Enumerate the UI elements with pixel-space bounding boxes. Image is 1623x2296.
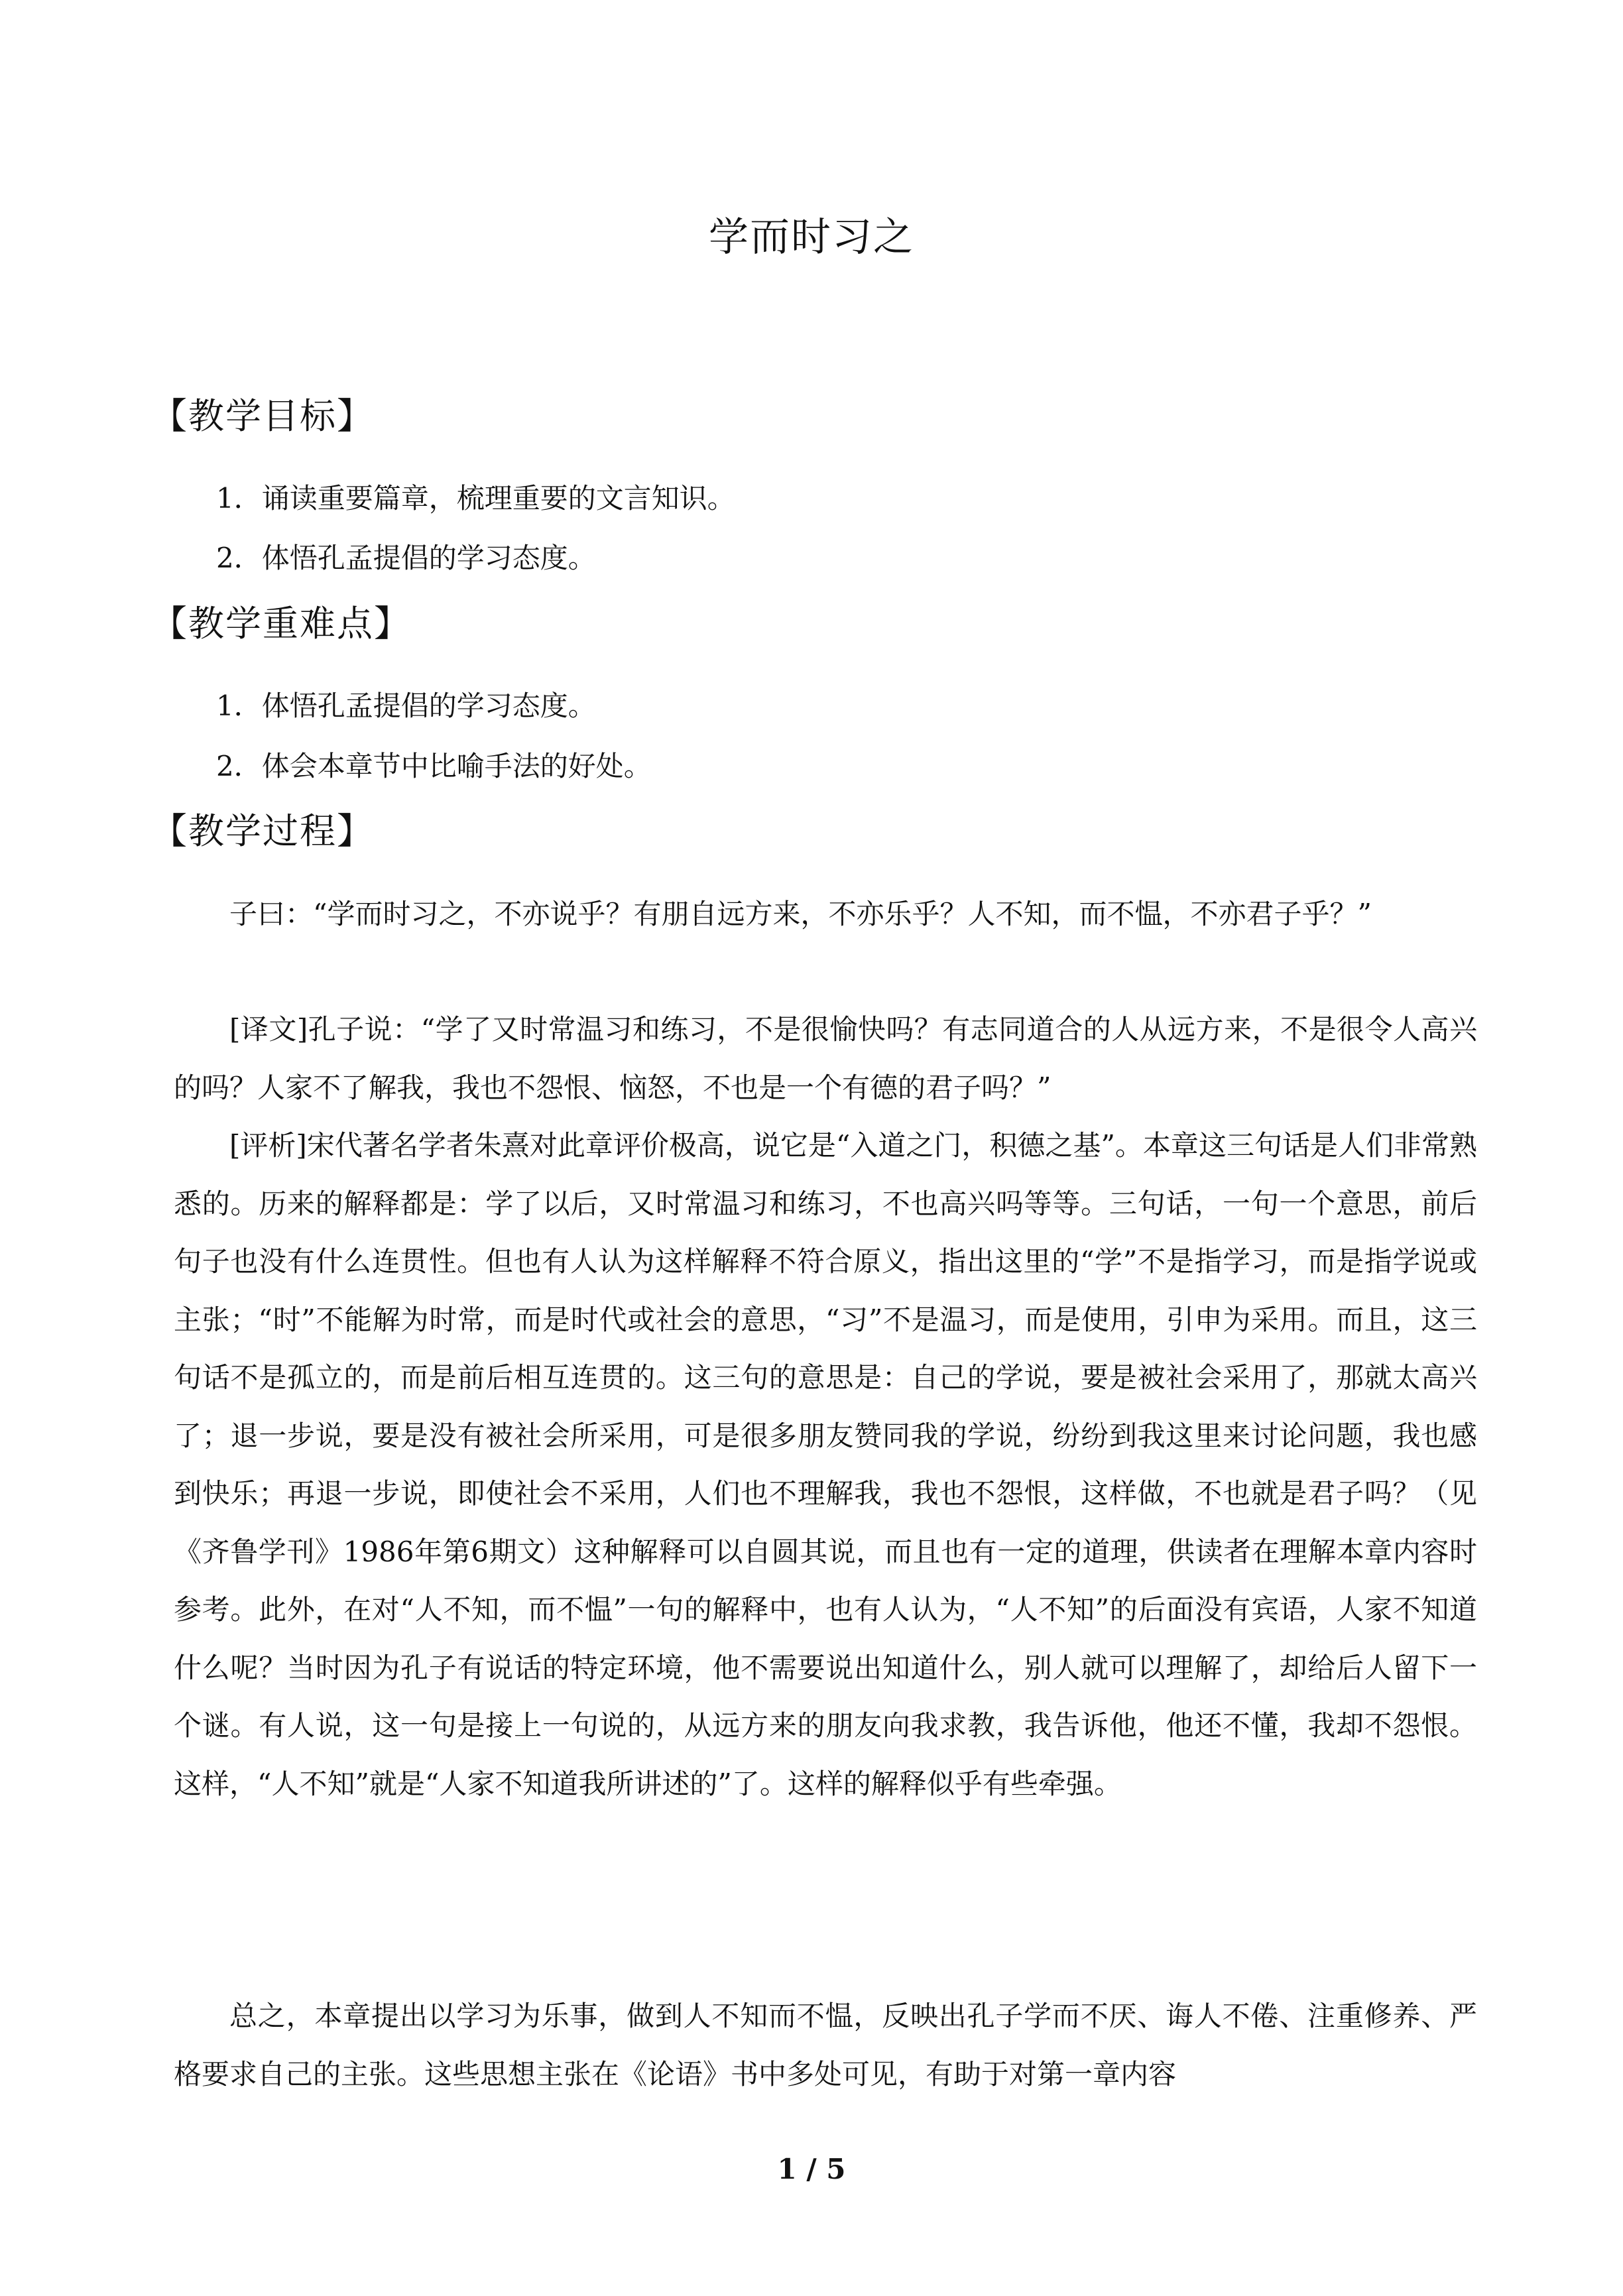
paragraph-summary: 总之，本章提出以学习为乐事，做到人不知而不愠，反映出孔子学而不厌、诲人不倦、注重修养、严格要求自己的主张。这些思想主张在《论语》书中多处可见，有助于对第一章内容 [174,2000,1477,2090]
objective-item-2: 2．体悟孔孟提倡的学习态度。 [216,542,596,574]
page-number: 1 / 5 [777,2153,846,2185]
heading-process: 【教学过程】 [151,810,374,852]
key-point-item-2: 2．体会本章节中比喻手法的好处。 [216,750,652,782]
heading-key-points: 【教学重难点】 [151,603,411,644]
document-title: 学而时习之 [709,214,914,261]
paragraph-quote: 子曰：“学而时习之，不亦说乎？有朋自远方来，不亦乐乎？人不知，而不愠，不亦君子乎？” [229,898,1372,930]
paragraph-translation: [译文]孔子说：“学了又时常温习和练习，不是很愉快吗？有志同道合的人从远方来，不是很令人高兴的吗？人家不了解我，我也不怨恨、恼怒，不也是一个有德的君子吗？” [174,1013,1477,1104]
heading-objectives: 【教学目标】 [151,395,374,437]
key-point-item-1: 1．体悟孔孟提倡的学习态度。 [216,690,596,722]
paragraph-commentary: [评析]宋代著名学者朱熹对此章评价极高，说它是“入道之门，积德之基”。本章这三句话是人们非常熟悉的。历来的解释都是：学了以后，又时常温习和练习，不也高兴吗等等。三句话，一句一个意思，前后句子也没有什么连贯性。但也有人认为这样解释不符合原义，指出这里的“学”不是指学习，而是指学说或主张；“时”不能解为时常，而是时代或社会的意思，“习”不是温习，而是使用，引申为采用。而且，这三句话不是孤立的，而是前后相互连贯的。这三句的意思是：自己的学说，要是被社会采用了，那就太高兴了；退一步说，要是没有被社会所采用，可是很多朋友赞同我的学说，纷纷到我这里来讨论问题，我也感到快乐；再退一步说，即使社会不采用，人们也不理解我，我也不怨恨，这样做，不也就是君子吗？（见《齐鲁学刊》1986年第6期文）这种解释可以自圆其说，而且也有一定的道理，供读者在理解本章内容时参考。此外，在对“人不知，而不愠”一句的解释中，也有人认为，“人不知”的后面没有宾语，人家不知道什么呢？当时因为孔子有说话的特定环境，他不需要说出知道什么，别人就可以理解了，却给后人留下一个谜。有人说，这一句是接上一句说的，从远方来的朋友向我求教，我告诉他，他还不懂，我却不怨恨。这样，“人不知”就是“人家不知道我所讲述的”了。这样的解释似乎有些牵强。 [174,1129,1477,1800]
objective-item-1: 1．诵读重要篇章，梳理重要的文言知识。 [216,482,735,514]
